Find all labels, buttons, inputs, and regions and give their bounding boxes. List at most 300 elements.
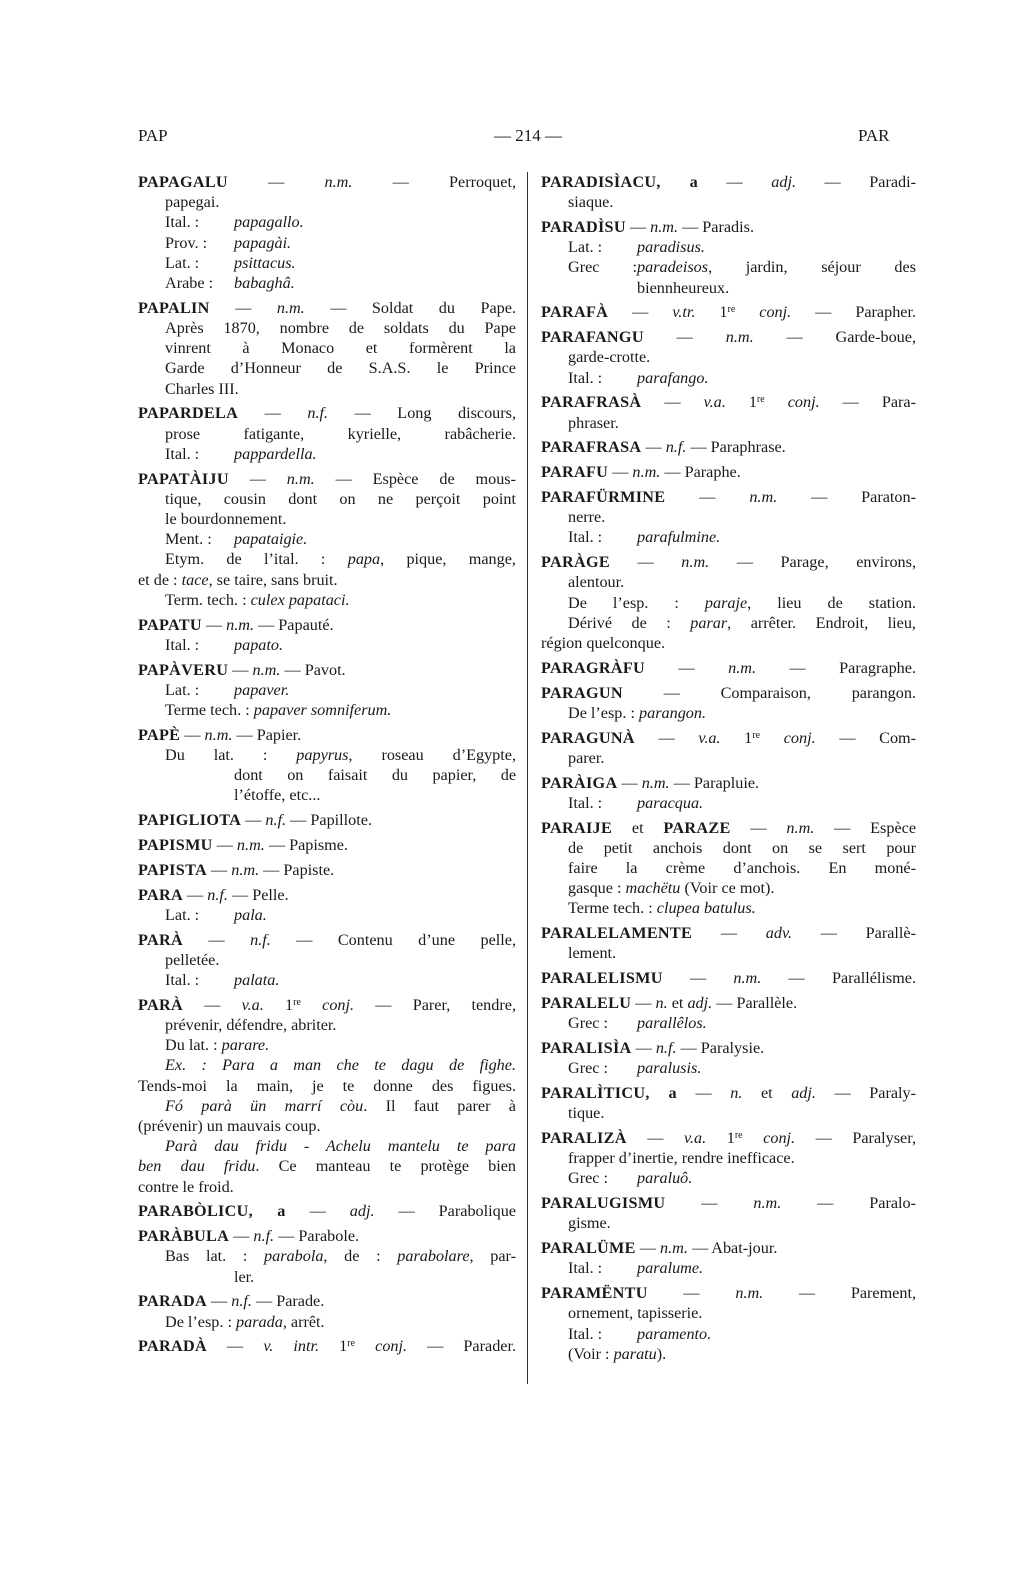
entry-line bbox=[138, 358, 516, 378]
text: — bbox=[625, 218, 651, 236]
text: de petit anchois dont on se sert pour bbox=[568, 838, 916, 857]
text: Après 1870, nombre de soldats du Pape bbox=[165, 319, 516, 338]
entry-line bbox=[541, 507, 916, 527]
italic-text: adj. bbox=[771, 173, 796, 191]
entry-line bbox=[541, 793, 916, 813]
italic-text: n.m. bbox=[252, 660, 281, 679]
right-column bbox=[541, 172, 916, 1369]
text: — bbox=[227, 173, 325, 191]
text: tique, cousin dont on ne perçoit point bbox=[165, 489, 516, 508]
text: (Voir : bbox=[568, 1344, 614, 1363]
italic-text: n.m. bbox=[753, 1194, 782, 1213]
page-number: — 214 — bbox=[494, 126, 562, 145]
entry-line bbox=[541, 237, 916, 257]
etym-label: Ital. : bbox=[165, 213, 200, 232]
entry-line bbox=[541, 838, 916, 858]
text: — Paradis. bbox=[678, 218, 754, 236]
dictionary-entry bbox=[138, 615, 516, 655]
text bbox=[760, 729, 784, 747]
text: et bbox=[667, 994, 688, 1013]
italic-text: n.m. bbox=[749, 488, 778, 506]
etym-label: Grec : bbox=[568, 1169, 608, 1188]
text: — bbox=[608, 303, 673, 322]
italic-text: papato. bbox=[234, 635, 284, 654]
text: — Paraly- bbox=[815, 1084, 916, 1103]
entry-line bbox=[541, 943, 916, 963]
etym-label: Prov. : bbox=[165, 233, 208, 252]
text: — Pavot. bbox=[280, 660, 346, 679]
text: le bourdonnement. bbox=[165, 510, 287, 529]
text: — Parapluie. bbox=[669, 773, 760, 792]
italic-text: babaghâ. bbox=[234, 274, 295, 293]
entry-headline bbox=[138, 403, 516, 423]
entry-line bbox=[138, 765, 516, 785]
text: Tends-moi la main, je te donne des figues. bbox=[138, 1076, 516, 1095]
entry-line bbox=[138, 785, 516, 805]
entry-line bbox=[138, 318, 516, 338]
headword: PAPISTA bbox=[138, 860, 207, 879]
text: , de : bbox=[323, 1247, 398, 1266]
entry-headline bbox=[541, 1238, 916, 1258]
entry-headline bbox=[541, 818, 916, 838]
etym-label: Grec : bbox=[568, 1014, 608, 1033]
entry-line bbox=[138, 192, 516, 212]
text: alentour. bbox=[568, 573, 625, 592]
dictionary-entry bbox=[138, 660, 516, 721]
text: gisme. bbox=[568, 1214, 611, 1233]
text: , par- bbox=[469, 1247, 516, 1266]
italic-text: conj. bbox=[759, 303, 792, 322]
etym-label: Lat. : bbox=[568, 238, 603, 257]
text: , lieu de station. bbox=[747, 593, 916, 612]
entry-line bbox=[541, 413, 916, 433]
dictionary-entry bbox=[541, 773, 916, 813]
text: , se taire, sans bruit. bbox=[208, 570, 338, 589]
italic-text: v.a. bbox=[698, 728, 721, 747]
italic-text: pala. bbox=[234, 905, 267, 924]
headword: PARAIJE bbox=[541, 818, 613, 837]
text: 1 bbox=[263, 995, 294, 1014]
italic-text: n.m. bbox=[231, 860, 260, 879]
headword: PARALUGISMU bbox=[541, 1194, 666, 1213]
italic-text: paradisus. bbox=[637, 238, 705, 257]
text: frapper d’inertie, rendre inefficace. bbox=[568, 1149, 795, 1168]
superscript: re bbox=[734, 1130, 743, 1142]
text: — bbox=[201, 615, 227, 634]
text: — Para- bbox=[819, 393, 917, 412]
dictionary-entry bbox=[541, 1238, 916, 1278]
headword: PAPAGALU bbox=[138, 173, 228, 191]
text: gasque : bbox=[568, 879, 626, 898]
dictionary-entry bbox=[541, 1083, 916, 1123]
left-column bbox=[138, 172, 516, 1361]
dictionary-entry bbox=[138, 1201, 516, 1221]
entry-line bbox=[541, 1344, 916, 1364]
italic-text: n. bbox=[730, 1084, 743, 1103]
entry-line bbox=[138, 1116, 516, 1136]
entry-headline bbox=[138, 615, 516, 635]
text: Term. tech. : bbox=[165, 590, 251, 609]
italic-text: n.m. bbox=[681, 553, 710, 572]
text: Garde d’Honneur de S.A.S. le Prince bbox=[165, 359, 516, 378]
superscript: re bbox=[752, 729, 761, 741]
entry-line bbox=[541, 278, 916, 298]
italic-text: tace bbox=[181, 570, 209, 589]
text: — bbox=[634, 728, 699, 747]
italic-text: paratu bbox=[613, 1344, 657, 1363]
entry-line bbox=[541, 257, 916, 277]
dictionary-entry bbox=[138, 725, 516, 806]
entry-line bbox=[138, 379, 516, 399]
headword: PARALISÌA bbox=[541, 1039, 632, 1058]
superscript: re bbox=[727, 304, 736, 316]
text: — Paralysie. bbox=[676, 1039, 765, 1058]
text: garde-crotte. bbox=[568, 348, 651, 367]
text: — Contenu d’une pelle, bbox=[270, 930, 517, 949]
entry-headline bbox=[541, 487, 916, 507]
text: — Comparaison, parangon. bbox=[622, 683, 916, 702]
text: — bbox=[182, 885, 208, 904]
text: — bbox=[617, 773, 642, 792]
text: lement. bbox=[568, 944, 617, 963]
text: — bbox=[692, 924, 766, 943]
entry-line bbox=[541, 1324, 916, 1344]
text: — Com- bbox=[815, 728, 917, 747]
italic-text: v.a. bbox=[241, 995, 264, 1014]
entry-line bbox=[138, 273, 516, 293]
entry-headline bbox=[541, 552, 916, 572]
text: pelletée. bbox=[165, 950, 220, 969]
text: — bbox=[665, 1194, 754, 1213]
entry-headline bbox=[541, 773, 916, 793]
text: — Garde-boue, bbox=[753, 328, 916, 347]
entry-line bbox=[138, 1246, 516, 1266]
entry-line bbox=[138, 509, 516, 529]
italic-text: adj. bbox=[687, 994, 713, 1013]
italic-text: n.m. bbox=[735, 1284, 764, 1303]
entry-headline bbox=[138, 995, 516, 1015]
headword: PARAMËNTU bbox=[541, 1284, 648, 1303]
text: — Espèce bbox=[814, 818, 917, 837]
entry-line bbox=[138, 1035, 516, 1055]
dictionary-entry bbox=[541, 437, 916, 457]
headword: PARAGUN bbox=[541, 683, 623, 702]
text: faire la crème d’anchois. En moné- bbox=[568, 859, 916, 878]
text: siaque. bbox=[568, 193, 614, 212]
entry-line bbox=[138, 338, 516, 358]
entry-line bbox=[138, 590, 516, 610]
headword: PARAFU bbox=[541, 463, 609, 482]
text: dont on faisait du papier, de bbox=[234, 766, 516, 785]
entry-line bbox=[138, 680, 516, 700]
headword: PARADISÌACU, a bbox=[541, 173, 698, 191]
italic-text: papagài. bbox=[234, 233, 292, 252]
text: Charles III. bbox=[165, 379, 239, 398]
dictionary-entry bbox=[541, 1283, 916, 1364]
italic-text: paracqua. bbox=[637, 793, 704, 812]
entry-headline bbox=[541, 327, 916, 347]
entry-line bbox=[541, 613, 916, 633]
text: — bbox=[631, 1039, 656, 1058]
italic-text: papaver somniferum. bbox=[253, 701, 392, 720]
italic-text: n.m. bbox=[236, 836, 265, 855]
entry-line bbox=[138, 1156, 516, 1176]
etym-label: Ital. : bbox=[568, 1324, 603, 1343]
text bbox=[355, 1337, 375, 1355]
text: Terme tech. : bbox=[568, 899, 657, 918]
dictionary-entry bbox=[541, 683, 916, 723]
italic-text: machëtu bbox=[625, 879, 681, 898]
text: ornement, tapisserie. bbox=[568, 1304, 703, 1323]
entry-line bbox=[138, 529, 516, 549]
dictionary-entry bbox=[541, 818, 916, 919]
entry-line bbox=[541, 898, 916, 918]
italic-text: papyrus bbox=[296, 746, 349, 765]
headword: PAPÀVERU bbox=[138, 660, 229, 679]
headword: PARAZE bbox=[663, 818, 731, 837]
text: 1 bbox=[319, 1337, 348, 1356]
etym-label: Ital. : bbox=[568, 793, 603, 812]
text: — bbox=[647, 1284, 736, 1303]
text: vinrent à Monaco et formèrent la bbox=[165, 339, 516, 358]
text: phraser. bbox=[568, 413, 619, 432]
text: — bbox=[698, 173, 772, 191]
etym-label: Ital. : bbox=[165, 635, 200, 654]
headword: PARÀ bbox=[138, 995, 183, 1014]
text: — bbox=[228, 660, 253, 679]
dictionary-entry bbox=[541, 728, 916, 768]
italic-text: Parà dau fridu - Achelu mantelu te para bbox=[165, 1137, 516, 1156]
entry-line bbox=[541, 347, 916, 367]
entry-headline bbox=[541, 437, 916, 457]
entry-line bbox=[138, 950, 516, 970]
entry-line bbox=[541, 1303, 916, 1323]
entry-headline bbox=[541, 172, 916, 192]
text: — bbox=[206, 1292, 232, 1311]
entry-line bbox=[138, 549, 516, 569]
italic-text: Fó parà ün marrí còu bbox=[165, 1096, 364, 1115]
italic-text: parafango. bbox=[637, 368, 709, 387]
dictionary-entry bbox=[541, 327, 916, 388]
italic-text: n.m. bbox=[650, 218, 679, 236]
headword: PARAFRASÀ bbox=[541, 393, 642, 412]
text: , arrêt. bbox=[282, 1312, 325, 1331]
text: — Parement, bbox=[763, 1284, 916, 1303]
dictionary-entry bbox=[541, 487, 916, 548]
text bbox=[301, 996, 322, 1014]
text bbox=[735, 303, 759, 321]
text: — Paralo- bbox=[781, 1194, 917, 1213]
text: — bbox=[641, 393, 704, 412]
text: région quelconque. bbox=[541, 634, 666, 653]
text: — bbox=[626, 1129, 685, 1148]
italic-text: adv. bbox=[765, 924, 792, 943]
text: papegai. bbox=[165, 193, 220, 212]
dictionary-entry bbox=[541, 1128, 916, 1189]
text: — bbox=[645, 658, 729, 677]
italic-text: paralume. bbox=[637, 1259, 704, 1278]
italic-text: culex papataci. bbox=[250, 590, 350, 609]
entry-headline bbox=[138, 660, 516, 680]
entry-headline bbox=[541, 658, 916, 678]
headword: PARALÜME bbox=[541, 1239, 636, 1258]
entry-line bbox=[138, 1076, 516, 1096]
text: nerre. bbox=[568, 508, 606, 527]
entry-headline bbox=[541, 392, 916, 412]
running-head-left: PAP bbox=[138, 126, 168, 145]
superscript: re bbox=[293, 996, 301, 1008]
text: 1 bbox=[695, 303, 728, 322]
headword: PAPIGLIOTA bbox=[138, 811, 242, 830]
text: — Parer, tendre, bbox=[354, 995, 516, 1014]
headword: PARALELU bbox=[541, 994, 632, 1013]
entry-headline bbox=[541, 968, 916, 988]
italic-text: v.tr. bbox=[672, 303, 696, 322]
headword: PARÀ bbox=[138, 930, 183, 949]
italic-text: paraje bbox=[704, 593, 748, 612]
dictionary-entry bbox=[138, 172, 516, 293]
italic-text: n.m. bbox=[632, 463, 661, 482]
italic-text: papataigie. bbox=[234, 530, 308, 549]
dictionary-entry bbox=[138, 469, 516, 610]
italic-text: v. intr. bbox=[263, 1337, 320, 1356]
entry-line bbox=[541, 1258, 916, 1278]
text: — Papier. bbox=[232, 725, 302, 744]
entry-line bbox=[138, 253, 516, 273]
text: — Soldat du Pape. bbox=[304, 298, 517, 317]
dictionary-entry bbox=[138, 1226, 516, 1287]
italic-text: n.f. bbox=[207, 885, 228, 904]
text: tique. bbox=[568, 1104, 605, 1123]
text: — bbox=[212, 836, 237, 855]
entry-line bbox=[138, 489, 516, 509]
headword: PARÀIGA bbox=[541, 773, 618, 792]
text: De l’esp. : bbox=[568, 593, 705, 612]
text: — Papisme. bbox=[264, 836, 348, 855]
entry-line bbox=[541, 748, 916, 768]
dictionary-entry bbox=[541, 172, 916, 212]
dictionary-entry bbox=[541, 462, 916, 482]
italic-text: papagallo. bbox=[234, 213, 304, 232]
text: — bbox=[180, 725, 205, 744]
text: — bbox=[631, 994, 656, 1013]
italic-text: paradeisos bbox=[637, 258, 709, 277]
italic-text: v.a. bbox=[684, 1129, 707, 1148]
headword: PARAGUNÀ bbox=[541, 728, 635, 747]
italic-text: parada bbox=[236, 1312, 283, 1331]
entry-headline bbox=[138, 172, 516, 192]
text: — Paradi- bbox=[796, 173, 917, 191]
text: — bbox=[182, 995, 242, 1014]
text: — Papiste. bbox=[259, 860, 335, 879]
headword: PARALELISMU bbox=[541, 969, 663, 988]
text: l’étoffe, etc... bbox=[234, 786, 321, 805]
italic-text: n.f. bbox=[655, 1039, 677, 1058]
italic-text: ben dau fridu bbox=[138, 1157, 256, 1176]
italic-text: n.m. bbox=[786, 818, 815, 837]
text: — Papauté. bbox=[254, 615, 334, 634]
text: — bbox=[643, 328, 726, 347]
italic-text: n.m. bbox=[286, 469, 315, 488]
entry-headline bbox=[138, 885, 516, 905]
text: (prévenir) un mauvais coup. bbox=[138, 1117, 321, 1136]
text bbox=[765, 393, 788, 411]
entry-headline bbox=[541, 683, 916, 703]
headword: PARÀGE bbox=[541, 553, 610, 572]
italic-text: parallêlos. bbox=[637, 1014, 707, 1033]
text: — bbox=[608, 463, 633, 482]
entry-headline bbox=[541, 923, 916, 943]
text: — Long discours, bbox=[328, 404, 517, 423]
entry-line bbox=[541, 1013, 916, 1033]
column-divider bbox=[527, 172, 528, 1384]
text: . Ce manteau te protège bien bbox=[255, 1157, 517, 1176]
entry-headline bbox=[138, 1291, 516, 1311]
entry-line bbox=[138, 212, 516, 232]
italic-text: n.m. bbox=[276, 298, 305, 317]
text: prévenir, défendre, abriter. bbox=[165, 1016, 337, 1035]
entry-headline bbox=[541, 1083, 916, 1103]
headword: PARADA bbox=[138, 1292, 207, 1311]
text: — Parallè- bbox=[792, 924, 916, 943]
text: — Parabole. bbox=[274, 1227, 360, 1246]
text: — Parader. bbox=[407, 1337, 517, 1356]
entry-headline bbox=[541, 1038, 916, 1058]
dictionary-entry bbox=[138, 835, 516, 855]
dictionary-entry bbox=[541, 552, 916, 653]
entry-line bbox=[541, 1058, 916, 1078]
text: ler. bbox=[234, 1267, 255, 1286]
text: — Papillote. bbox=[286, 811, 372, 830]
text: — bbox=[229, 1227, 254, 1246]
dictionary-entry bbox=[138, 1336, 516, 1356]
headword: PARADÀ bbox=[138, 1337, 207, 1356]
text: — Paraphe. bbox=[660, 463, 741, 482]
text: 1 bbox=[720, 728, 753, 747]
entry-line bbox=[138, 905, 516, 925]
dictionary-entry bbox=[541, 392, 916, 432]
italic-text: n.f. bbox=[665, 438, 687, 457]
text: — bbox=[609, 553, 682, 572]
superscript: re bbox=[347, 1338, 356, 1350]
etym-label: Arabe : bbox=[165, 274, 214, 293]
italic-text: clupea batulus. bbox=[656, 899, 756, 918]
headword: PAPÈ bbox=[138, 725, 181, 744]
dictionary-entry bbox=[138, 403, 516, 464]
text: — bbox=[285, 1202, 350, 1221]
headword: PAPALIN bbox=[138, 298, 210, 317]
etym-label: Ment. : bbox=[165, 530, 212, 549]
headword: PARAFANGU bbox=[541, 328, 644, 347]
text: ). bbox=[656, 1344, 667, 1363]
text: — bbox=[228, 469, 287, 488]
entry-line bbox=[138, 1267, 516, 1287]
italic-text: parafulmine. bbox=[637, 528, 721, 547]
text: — Parabolique bbox=[374, 1202, 516, 1221]
text: — bbox=[209, 298, 277, 317]
italic-text: n.m. bbox=[728, 658, 757, 677]
entry-line bbox=[138, 1312, 516, 1332]
headword: PARA bbox=[138, 885, 183, 904]
entry-headline bbox=[138, 725, 516, 745]
entry-line bbox=[541, 572, 916, 592]
text: — bbox=[206, 860, 232, 879]
etym-label: Lat. : bbox=[165, 680, 200, 699]
etym-label: Lat. : bbox=[165, 253, 200, 272]
text: . Il faut parer à bbox=[363, 1096, 516, 1115]
entry-line bbox=[138, 424, 516, 444]
entry-headline bbox=[138, 1226, 516, 1246]
